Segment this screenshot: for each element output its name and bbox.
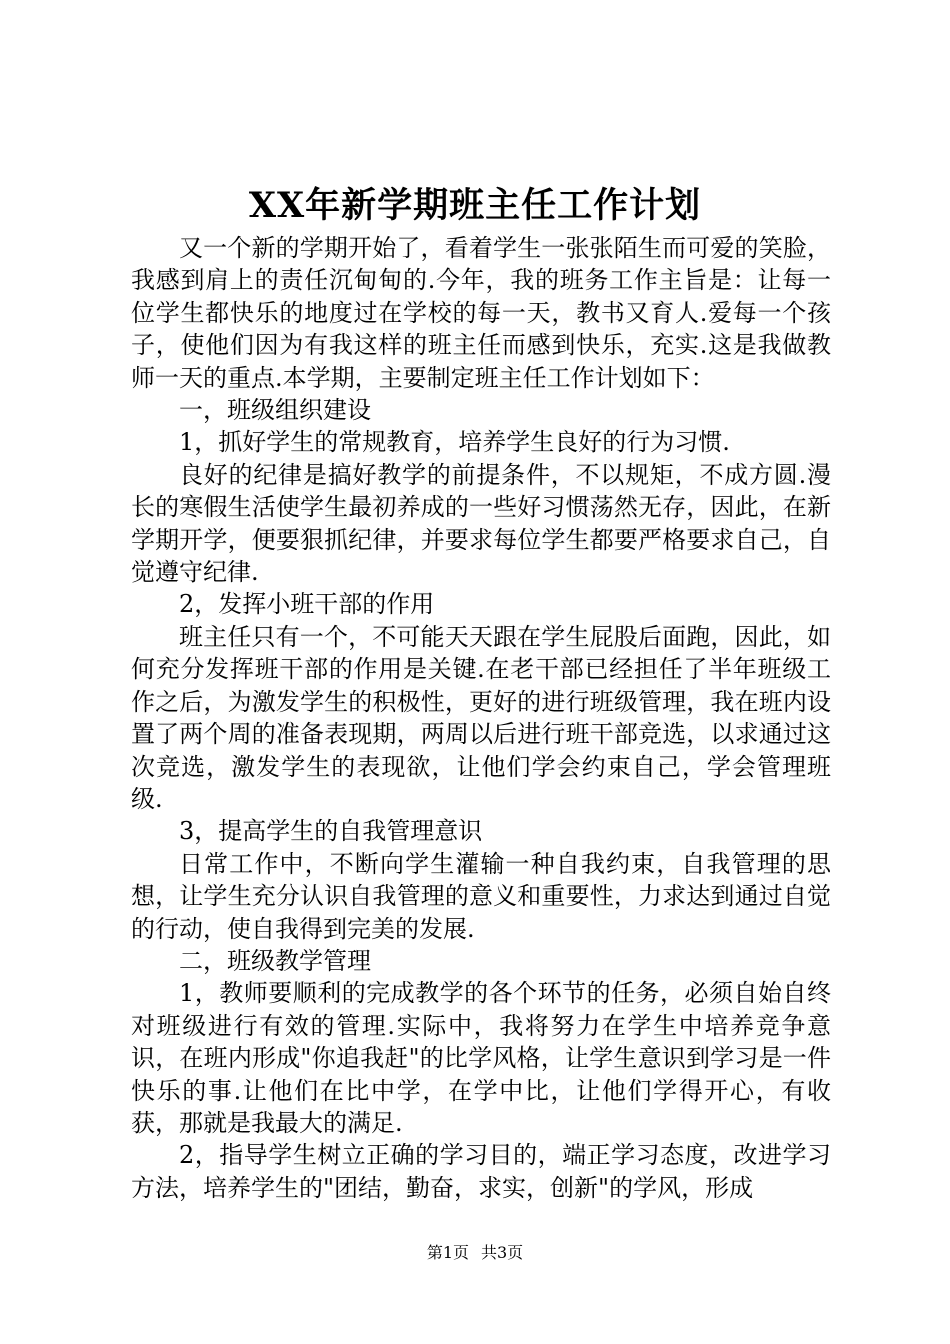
subheading-self-management: 3，提高学生的自我管理意识 [179, 817, 483, 846]
page-footer [0, 1243, 950, 1263]
paragraph-teaching-2: 2，指导学生树立正确的学习目的，端正学习态度，改进学习方法，培养学生的"团结，勤奋，求实，创新"的学风，形成 [131, 1141, 831, 1202]
page-total: 共3页 [481, 1243, 524, 1262]
subheading-class-cadres: 2，发挥小班干部的作用 [179, 590, 435, 619]
paragraph-class-cadres: 班主任只有一个，不可能天天跟在学生屁股后面跑，因此，如何充分发挥班干部的作用是关键.在老干部已经担任了半年班级工作之后，为激发学生的积极性，更好的进行班级管理，我在班内设置了两个周的准备表现期，两周以后进行班干部竞选，以求通过这次竞选，激发学生的表现欲，让他们学会约束自己，学会管理班级. [131, 622, 831, 813]
heading-teaching-management: 二，班级教学管理 [179, 946, 371, 975]
paragraph-self-management: 日常工作中，不断向学生灌输一种自我约束，自我管理的思想，让学生充分认识自我管理的意义和重要性，力求达到通过自觉的行动，使自我得到完美的发展. [131, 849, 831, 943]
document-body [131, 232, 831, 1204]
paragraph-discipline: 良好的纪律是搞好教学的前提条件，不以规矩，不成方圆.漫长的寒假生活使学生最初养成的一些好习惯荡然无存，因此，在新学期开学，便要狠抓纪律，并要求每位学生都要严格要求自己，自觉遵守纪律. [131, 460, 831, 587]
paragraph-intro: 又一个新的学期开始了，看着学生一张张陌生而可爱的笑脸，我感到肩上的责任沉甸甸的.今年，我的班务工作主旨是：让每一位学生都快乐的地度过在学校的每一天，教书又育人.爱每一个孩子，使他们因为有我这样的班主任而感到快乐，充实.这是我做教师一天的重点.本学期，主要制定班主任工作计划如下： [131, 234, 831, 392]
heading-class-organization: 一，班级组织建设 [179, 396, 371, 425]
document-title: XX年新学期班主任工作计划 [248, 185, 702, 226]
paragraph-teaching-1: 1，教师要顺利的完成教学的各个环节的任务，必须自始自终对班级进行有效的管理.实际中，我将努力在学生中培养竞争意识，在班内形成"你追我赶"的比学风格，让学生意识到学习是一件快乐的事.让他们在比中学，在学中比，让他们学得开心，有收获，那就是我最大的满足. [131, 979, 831, 1137]
subheading-routine-education: 1，抓好学生的常规教育，培养学生良好的行为习惯. [179, 428, 730, 457]
page-number: 第1页 [426, 1243, 469, 1262]
